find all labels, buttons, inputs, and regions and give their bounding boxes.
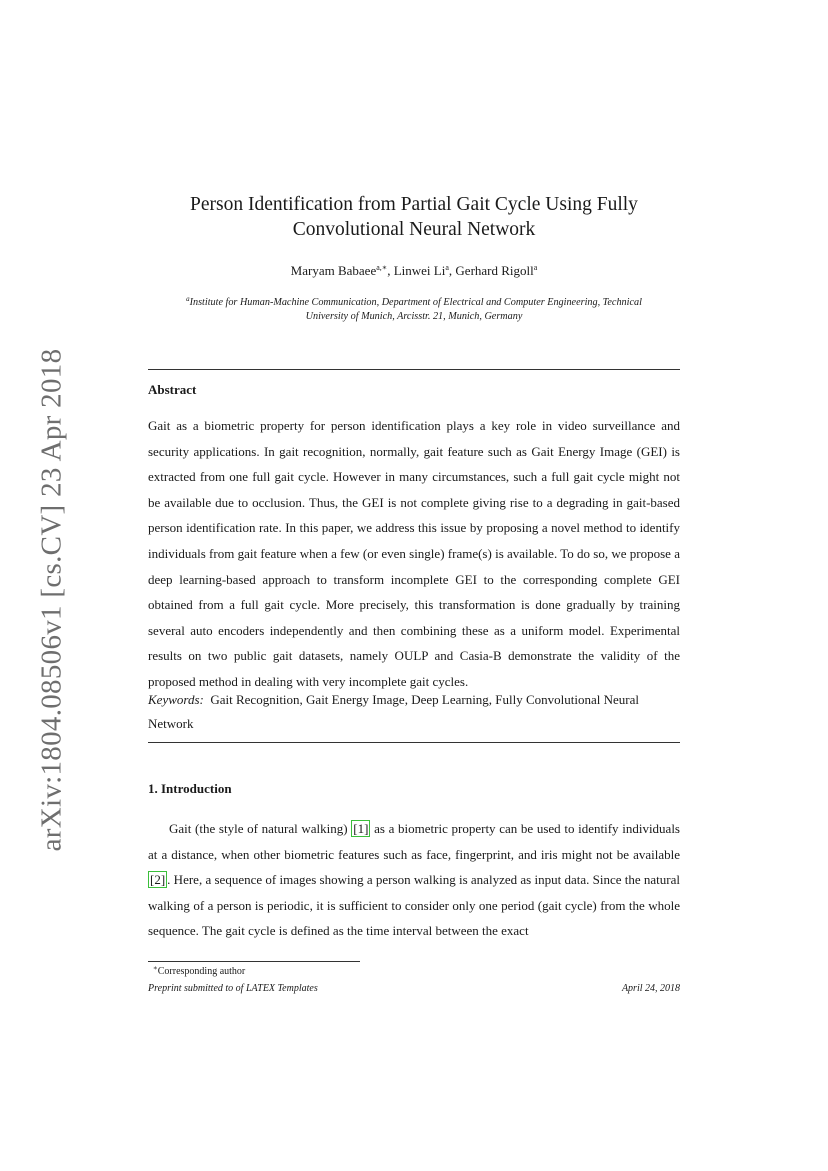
author-affil-marker: a <box>533 263 538 272</box>
abstract-heading: Abstract <box>148 382 197 397</box>
paper-title <box>148 192 680 242</box>
keywords-text: Gait Recognition, Gait Energy Image, Deep Learning, Fully Convolutional Neural Network <box>148 692 640 731</box>
preprint-date: April 24, 2018 <box>621 983 680 994</box>
author-name: Maryam Babaee <box>290 263 377 278</box>
affiliation <box>148 292 680 324</box>
author-name: Linwei Li <box>393 263 446 278</box>
title-line-2: Convolutional Neural Network <box>292 219 536 240</box>
abstract-text: Gait as a biometric property for person identification plays a key role in video surveillance and security applications. In gait recognition, normally, gait feature such as Gait Energy Image (GEI) is extracted from one full gait cycle. However in many circumstances, such a full gait cycle might not be available due to occlusion. Thus, the GEI is not complete giving rise to a degrading in gait-based person identification rate. In this paper, we address this issue by proposing a novel method to identify individuals from gait feature when a few (or even single) frame(s) is available. To do so, we propose a deep learning-based approach to transform incomplete GEI to the corresponding complete GEI obtained from a full gait cycle. More precisely, this transformation is done gradually by training several auto encoders independently and then combining these as a uniform model. Experimental results on two public gait datasets, namely OULP and Casia-B demonstrate the validity of the proposed method in dealing with very incomplete gait cycles. <box>148 418 680 689</box>
citation-link[interactable]: [1] <box>353 821 369 836</box>
affil-marker: a <box>186 295 190 303</box>
title-line-1: Person Identification from Partial Gait Cycle Using Fully <box>190 194 638 215</box>
introduction-paragraph <box>148 816 680 944</box>
abstract-bottom-rule <box>148 742 680 743</box>
affiliation-line-1: Institute for Human-Machine Communication, Department of Electrical and Computer Engineering, Technical <box>189 297 642 308</box>
author-affil-marker: a <box>445 263 449 272</box>
abstract-top-rule <box>148 369 680 370</box>
author-name: Gerhard Rigoll <box>455 263 534 278</box>
affiliation-line-2: University of Munich, Arcisstr. 21, Munich, Germany <box>305 311 523 322</box>
intro-text-part: as a biometric property can be used to identify individuals at a distance, when other biometric features such as face, fingerprint, and iris might not be available <box>148 821 680 862</box>
intro-text-part: Gait (the style of natural walking) <box>169 821 352 836</box>
author-affil-marker: a,∗ <box>376 263 388 272</box>
preprint-note: Preprint submitted to of LATEX Templates <box>148 983 318 994</box>
intro-text-part: . Here, a sequence of images showing a person walking is analyzed as input data. Since the natural walking of a person is periodic, it is sufficient to consider only one period (gait cycle) from the whole sequence. The gait cycle is defined as the time interval between the exact <box>148 872 680 939</box>
author-list: Maryam Babaee$^{a,∗}$, Linwei Li$^a$, Gerhard Rigoll$^a$ <box>290 263 538 278</box>
arxiv-side-stamp: arXiv:1804.08506v1 [cs.CV] 23 Apr 2018 <box>35 348 68 852</box>
footnote-rule <box>148 961 360 962</box>
footnote <box>148 964 245 977</box>
footnote-marker: ∗ <box>153 964 158 972</box>
keywords-label: Keywords: <box>148 692 204 707</box>
section-heading-introduction: 1. Introduction <box>148 781 232 796</box>
citation-link[interactable]: [2] <box>150 872 166 888</box>
footnote-text: Corresponding author <box>157 966 246 977</box>
keywords <box>148 688 680 736</box>
